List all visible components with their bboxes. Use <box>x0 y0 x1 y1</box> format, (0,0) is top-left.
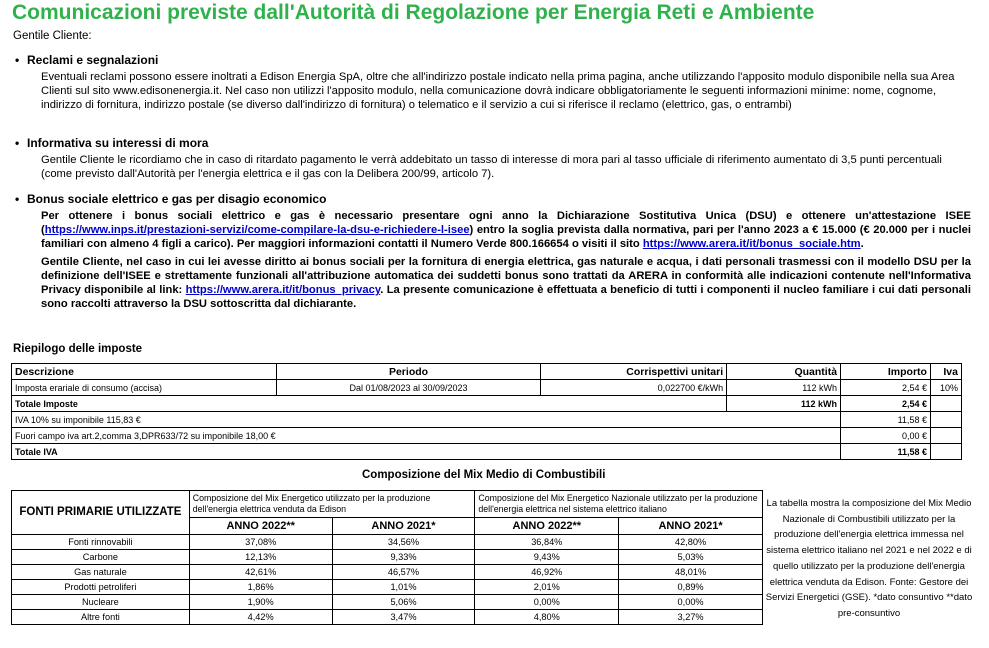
table-row: Carbone 12,13% 9,33% 9,43% 5,03% <box>12 550 763 565</box>
section-reclami <box>13 53 971 112</box>
section-body: Eventuali reclami possono essere inoltrati a Edison Energia SpA, oltre che all'indirizzo postale indicato nella prima pagina, anche utilizzando l'apposito modulo disponibile nella sua Area Clienti sul sito www.edisonenergia.it. Nel caso non utilizzi l'apposito modulo, nella comunicazione dovrà indicare obbligatoriamente le seguenti informazioni minime: nome, cognome, indirizzo di fornitura, indirizzo postale (se diverso dall'indirizzo di fornitura) o telematico e il servizio a cui si riferisce il reclamo (elettrico, gas, o entrambi) <box>41 71 955 111</box>
header-group-edison: Composizione del Mix Energetico utilizzato per la produzione dell'energia elettrica venduta da Edison <box>189 491 475 518</box>
page-title: Comunicazioni previste dall'Autorità di Regolazione per Energia Reti e Ambiente <box>12 1 815 24</box>
header-period: Periodo <box>276 364 541 380</box>
section-heading: • Bonus sociale elettrico e gas per disagio economico <box>15 192 327 206</box>
tax-recap-table <box>11 363 962 460</box>
header-amount: Importo <box>841 364 931 380</box>
bullet-icon: • <box>15 192 20 206</box>
section-mora <box>13 136 971 181</box>
fuel-mix-table <box>11 490 763 625</box>
table-header-row <box>12 364 962 380</box>
header-qty: Quantità <box>727 364 841 380</box>
table-row-total-iva: Totale IVA 11,58 € <box>12 444 962 460</box>
bonus-paragraph-2: Gentile Cliente, nel caso in cui lei avesse diritto ai bonus sociali per la fornitura di energia elettrica, gas naturale e acqua, i dati personali trasmessi con il modello DSU per la definizione dell'ISEE e strettamente funzionali all'attribuzione automatica dei suddetti bonus sono trattati da ARERA in conformità alle indicazioni contenute nell'Informativa Privacy disponibile al link: https://www.arera.it/it/bonus_privacy. La presente comunicazione è effettuata a beneficio di tutti i componenti il nucleo familiare i cui dati personali sono raccolti attraverso la DSU sottoscritta dal dichiarante. <box>41 256 971 310</box>
header-group-national: Composizione del Mix Energetico Nazionale utilizzato per la produzione dell'energia elettrica nel sistema elettrico italiano <box>475 491 763 518</box>
section-heading: • Reclami e segnalazioni <box>15 53 159 67</box>
section-heading: • Informativa su interessi di mora <box>15 136 209 150</box>
table-row: Fuori campo iva art.2,comma 3,DPR633/72 su imponibile 18,00 € 0,00 € <box>12 428 962 444</box>
section-bonus <box>13 192 971 315</box>
table-row: Nucleare 1,90% 5,06% 0,00% 0,00% <box>12 595 763 610</box>
section-body <box>13 209 971 311</box>
header-unit: Corrispettivi unitari <box>541 364 727 380</box>
section-body: Gentile Cliente le ricordiamo che in caso di ritardato pagamento le verrà addebitato un tasso di interesse di mora pari al tasso ufficiale di riferimento aumentato di 3,5 punti percentuali (come previsto dall'Autorità per l'energia elettrica e il gas con la Delibera 200/99, articolo 7). <box>41 154 942 180</box>
table-row-total: Totale Imposte 112 kWh 2,54 € <box>12 396 962 412</box>
header-iva: Iva <box>930 364 961 380</box>
table-row: Fonti rinnovabili 37,08% 34,56% 36,84% 42,80% <box>12 535 763 550</box>
table-row: Altre fonti 4,42% 3,47% 4,80% 3,27% <box>12 610 763 625</box>
mix-note: La tabella mostra la composizione del Mix Medio Nazionale di Combustibili utilizzato per la produzione dell'energia elettrica immessa nel sistema elettrico italiano nel 2021 e nel 2022 e di quello utilizzato per la produzione dell'energia elettrica venduta da Edison. Fonte: Gestore dei Servizi Energetici (GSE). *dato consuntivo **dato pre-consuntivo <box>765 498 973 619</box>
header-year: ANNO 2022** <box>475 518 619 535</box>
recap-title: Riepilogo delle imposte <box>13 343 143 355</box>
inps-link[interactable]: https://www.inps.it/prestazioni-servizi/come-compilare-la-dsu-e-richiedere-l-isee <box>44 224 470 236</box>
bullet-icon: • <box>15 53 20 67</box>
greeting: Gentile Cliente: <box>13 30 92 42</box>
mix-title: Composizione del Mix Medio di Combustibili <box>362 469 606 481</box>
header-year: ANNO 2021* <box>332 518 475 535</box>
header-desc: Descrizione <box>12 364 277 380</box>
header-year: ANNO 2021* <box>619 518 763 535</box>
bullet-icon: • <box>15 136 20 150</box>
table-row: IVA 10% su imponibile 115,83 € 11,58 € <box>12 412 962 428</box>
table-row: Prodotti petroliferi 1,86% 1,01% 2,01% 0,89% <box>12 580 763 595</box>
table-row: Imposta erariale di consumo (accisa) Dal 01/08/2023 al 30/09/2023 0,022700 €/kWh 112 kWh 2,54 € 10% <box>12 380 962 396</box>
header-sources: FONTI PRIMARIE UTILIZZATE <box>12 491 190 535</box>
table-row: Gas naturale 42,61% 46,57% 46,92% 48,01% <box>12 565 763 580</box>
header-year: ANNO 2022** <box>189 518 332 535</box>
arera-bonus-link[interactable]: https://www.arera.it/it/bonus_sociale.htm <box>642 238 861 250</box>
bonus-paragraph-1: Per ottenere i bonus sociali elettrico e gas è necessario presentare ogni anno la Dichiarazione Sostitutiva Unica (DSU) e ottenere un'attestazione ISEE (https://www.inps.it/prestazioni-servizi/come-compilare-la-dsu-e-richiedere-l-isee) entro la soglia prevista dalla normativa, pari per l'anno 2023 a € 15.000 (€ 20.000 per i nuclei familiari con almeno 4 figli a carico). Per maggiori informazioni contatti il Numero Verde 800.166654 o visiti il sito https://www.arera.it/it/bonus_sociale.htm. <box>41 210 971 250</box>
arera-privacy-link[interactable]: https://www.arera.it/it/bonus_privacy <box>185 284 381 296</box>
